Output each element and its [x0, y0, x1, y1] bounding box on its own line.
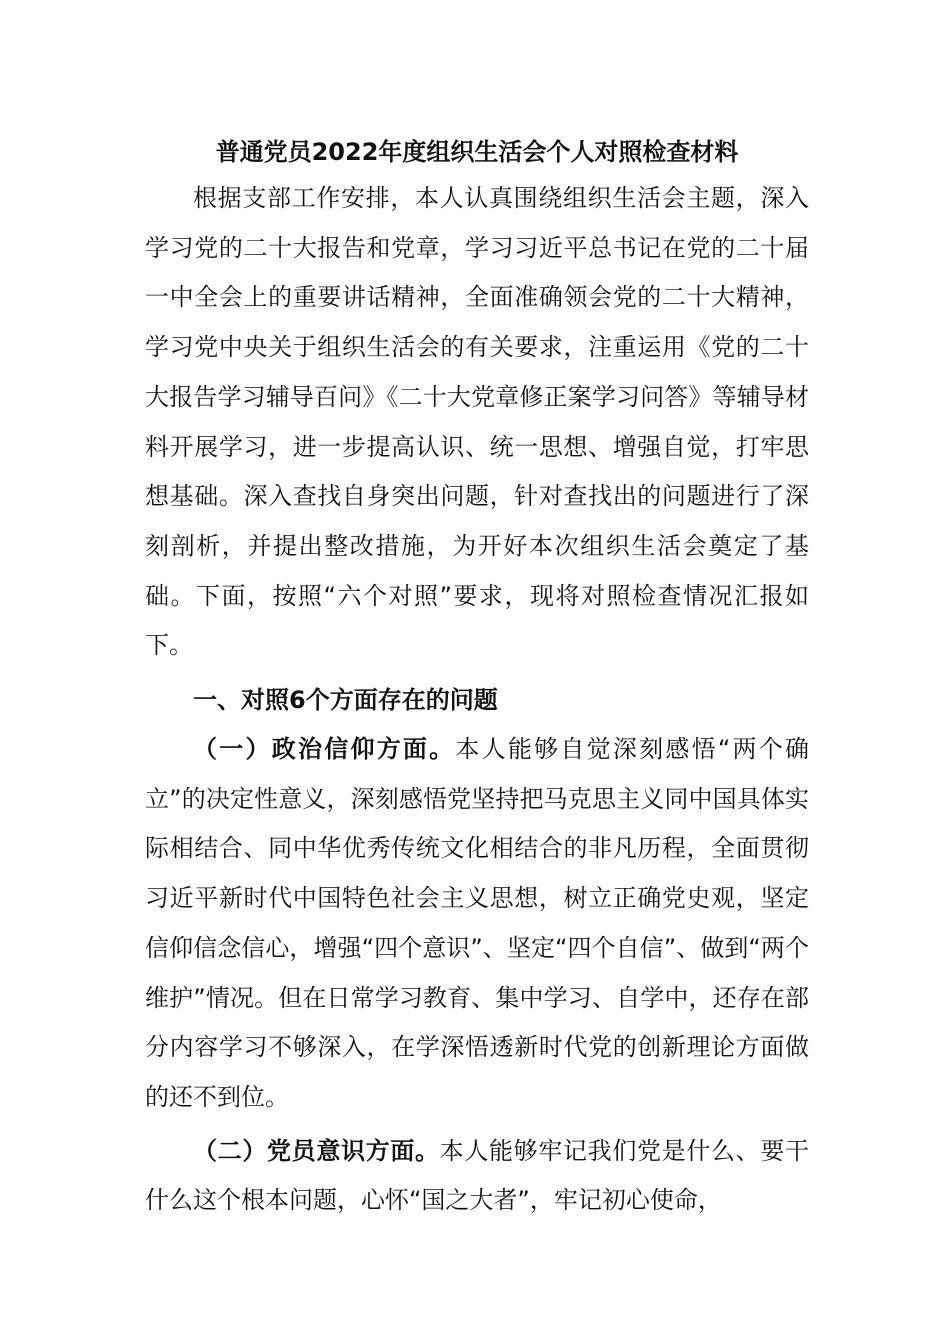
document-body	[145, 130, 809, 1226]
item-paragraph-political-belief	[145, 725, 809, 1123]
item-label-political-belief: （一）政治信仰方面。	[193, 735, 456, 764]
intro-paragraph: 根据支部工作安排，本人认真围绕组织生活会主题，深入学习党的二十大报告和党章，学习习近平总书记在党的二十届一中全会上的重要讲话精神，全面准确领会党的二十大精神，学习党中央关于组织生活会的有关要求，注重运用《党的二十大报告学习辅导百问》《二十大党章修正案学习问答》等辅导材料开展学习，进一步提高认识、统一思想、增强自觉，打牢思想基础。深入查找自身突出问题，针对查找出的问题进行了深刻剖析，并提出整改措施，为开好本次组织生活会奠定了基础。下面，按照“六个对照”要求，现将对照检查情况汇报如下。	[145, 184, 809, 660]
item-text-political-belief: 本人能够自觉深刻感悟“两个确立”的决定性意义，深刻感悟党坚持把马克思主义同中国具体实际相结合、同中华优秀传统文化相结合的非凡历程，全面贯彻习近平新时代中国特色社会主义思想，树立正确党史观，坚定信仰信念信心，增强“四个意识”、坚定“四个自信”、做到“两个维护”情况。但在日常学习教育、集中学习、自学中，还存在部分内容学习不够深入，在学深悟透新时代党的创新理论方面做的还不到位。	[145, 735, 809, 1111]
document-title: 普通党员2022年度组织生活会个人对照检查材料	[215, 138, 739, 166]
item-paragraph-party-awareness	[145, 1127, 809, 1226]
section-heading: 一、对照6个方面存在的问题	[193, 686, 498, 715]
item-label-party-awareness: （二）党员意识方面。	[193, 1136, 440, 1165]
item-text-party-awareness: 本人能够牢记我们党是什么、要干什么这个根本问题，心怀“国之大者”，牢记初心使命，	[145, 1136, 810, 1215]
